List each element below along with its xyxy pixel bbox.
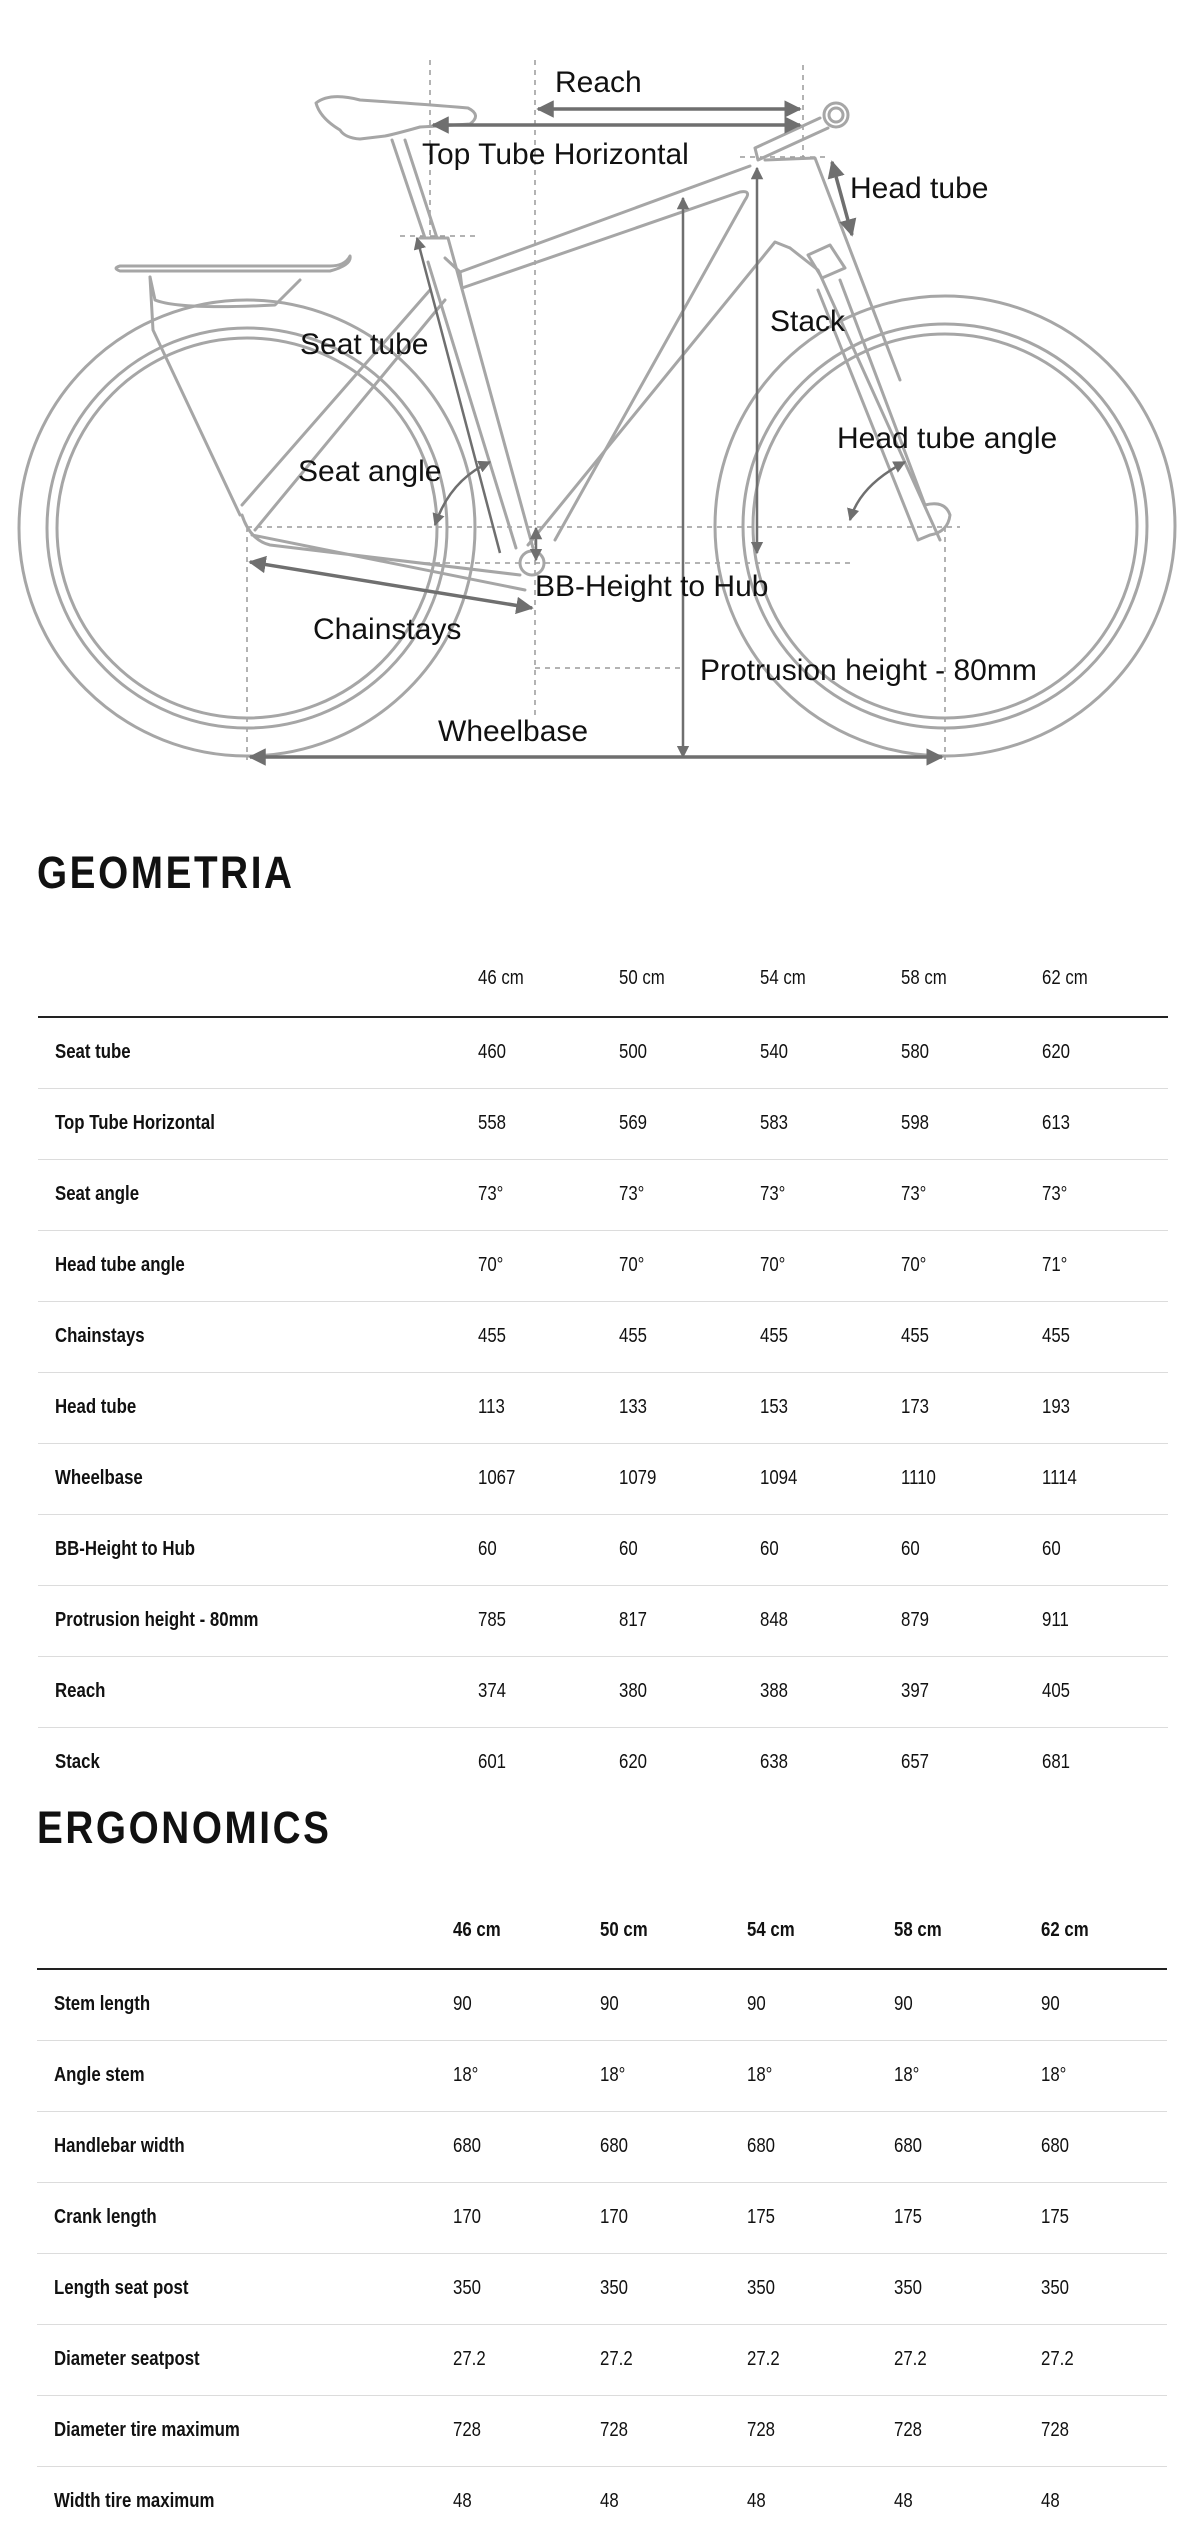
row-value: 18° <box>1041 2064 1067 2086</box>
row-value: 70° <box>760 1254 786 1276</box>
geometry-table <box>38 940 1168 1798</box>
row-value: 48 <box>1041 2490 1060 2513</box>
bike-geometry-diagram <box>0 0 1200 800</box>
row-label: Angle stem <box>54 2064 145 2086</box>
row-value: 48 <box>747 2490 766 2513</box>
row-value: 71° <box>1042 1254 1068 1276</box>
row-label: Handlebar width <box>54 2135 185 2157</box>
geometry-row <box>38 1585 1168 1656</box>
row-value: 558 <box>478 1112 507 1134</box>
row-value: 620 <box>619 1751 648 1774</box>
label-top-tube-horizontal: Top Tube Horizontal <box>422 138 689 171</box>
row-value: 540 <box>760 1041 789 1064</box>
row-value: 911 <box>1042 1609 1069 1631</box>
ergonomics-size-header: 46 cm <box>453 1918 501 1941</box>
row-value: 70° <box>478 1254 504 1276</box>
row-value: 1114 <box>1042 1467 1077 1489</box>
row-value: 350 <box>894 2277 923 2299</box>
row-value: 455 <box>619 1325 648 1347</box>
ergonomics-table <box>37 1892 1167 2537</box>
row-value: 879 <box>901 1609 930 1631</box>
row-label: Crank length <box>54 2206 157 2228</box>
row-value: 580 <box>901 1041 930 1064</box>
row-value: 18° <box>894 2064 920 2086</box>
row-value: 60 <box>619 1538 638 1560</box>
geometry-size-header: 50 cm <box>619 966 665 989</box>
row-value: 817 <box>619 1609 648 1631</box>
geometry-row <box>38 1088 1168 1159</box>
chainstay-arrow <box>250 562 532 608</box>
row-value: 388 <box>760 1680 789 1702</box>
row-value: 1094 <box>760 1467 798 1489</box>
row-value: 455 <box>901 1325 930 1347</box>
row-value: 27.2 <box>600 2348 633 2370</box>
row-value: 27.2 <box>747 2348 780 2370</box>
row-value: 680 <box>1041 2135 1070 2157</box>
row-label: Length seat post <box>54 2277 189 2299</box>
row-value: 90 <box>453 1993 472 2016</box>
row-value: 175 <box>1041 2206 1070 2228</box>
label-head-tube-angle: Head tube angle <box>837 422 1058 455</box>
row-value: 27.2 <box>894 2348 927 2370</box>
row-value: 680 <box>894 2135 923 2157</box>
row-label: Diameter tire maximum <box>54 2419 240 2441</box>
diagram-labels <box>298 66 1057 748</box>
row-value: 728 <box>600 2419 629 2441</box>
row-value: 90 <box>600 1993 619 2016</box>
row-value: 455 <box>760 1325 789 1347</box>
label-bb-height-to-hub: BB-Height to Hub <box>535 570 769 603</box>
label-head-tube: Head tube <box>850 172 989 205</box>
seat-tube-arrow <box>417 238 500 553</box>
geometry-size-header: 62 cm <box>1042 966 1088 989</box>
ergonomics-size-header: 54 cm <box>747 1918 795 1941</box>
row-value: 133 <box>619 1396 648 1418</box>
ergonomics-row <box>37 2040 1167 2111</box>
row-value: 728 <box>453 2419 482 2441</box>
geometry-row <box>38 1230 1168 1301</box>
row-value: 70° <box>901 1254 927 1276</box>
ergonomics-title: ERGONOMICS <box>37 1802 332 1853</box>
row-value: 60 <box>760 1538 779 1560</box>
row-value: 613 <box>1042 1112 1071 1134</box>
row-value: 350 <box>747 2277 776 2299</box>
ergonomics-row <box>37 1969 1167 2040</box>
head-tube-angle-arrow <box>850 462 905 520</box>
row-value: 680 <box>600 2135 629 2157</box>
row-value: 73° <box>619 1183 645 1205</box>
geometry-size-header: 46 cm <box>478 966 524 989</box>
row-value: 657 <box>901 1751 930 1774</box>
row-value: 90 <box>1041 1993 1060 2016</box>
row-value: 848 <box>760 1609 789 1631</box>
row-value: 175 <box>747 2206 776 2228</box>
geometry-row <box>38 1017 1168 1088</box>
label-seat-angle: Seat angle <box>298 455 442 488</box>
row-label: Head tube <box>55 1396 137 1418</box>
row-value: 638 <box>760 1751 789 1774</box>
row-value: 350 <box>453 2277 482 2299</box>
row-label: Chainstays <box>55 1325 145 1347</box>
head-tube-arrow <box>832 162 852 235</box>
row-value: 18° <box>453 2064 479 2086</box>
row-value: 27.2 <box>453 2348 486 2370</box>
row-value: 598 <box>901 1112 930 1134</box>
row-value: 380 <box>619 1680 648 1702</box>
row-value: 90 <box>894 1993 913 2016</box>
row-value: 170 <box>453 2206 482 2228</box>
row-label: Width tire maximum <box>54 2490 215 2513</box>
row-value: 153 <box>760 1396 789 1418</box>
row-value: 1067 <box>478 1467 516 1489</box>
row-value: 73° <box>760 1183 786 1205</box>
ergonomics-size-header: 62 cm <box>1041 1918 1089 1941</box>
row-label: Seat tube <box>55 1041 131 1064</box>
row-value: 374 <box>478 1680 507 1702</box>
row-label: Protrusion height - 80mm <box>55 1609 259 1631</box>
row-label: Top Tube Horizontal <box>55 1112 215 1134</box>
ergonomics-row <box>37 2395 1167 2466</box>
ergonomics-row <box>37 2324 1167 2395</box>
row-value: 60 <box>1042 1538 1061 1560</box>
row-value: 455 <box>1042 1325 1071 1347</box>
geometry-header-blank <box>38 940 478 1017</box>
row-value: 90 <box>747 1993 766 2016</box>
row-value: 405 <box>1042 1680 1071 1702</box>
label-chainstays: Chainstays <box>313 613 462 646</box>
geometry-title: GEOMETRIA <box>37 847 295 898</box>
row-value: 27.2 <box>1041 2348 1074 2370</box>
row-label: BB-Height to Hub <box>55 1538 195 1560</box>
geometry-row <box>38 1443 1168 1514</box>
row-label: Head tube angle <box>55 1254 185 1276</box>
row-value: 500 <box>619 1041 648 1064</box>
row-value: 1110 <box>901 1467 936 1489</box>
row-label: Wheelbase <box>55 1467 143 1489</box>
label-wheelbase: Wheelbase <box>438 715 589 748</box>
ergonomics-size-header: 58 cm <box>894 1918 942 1941</box>
geometry-row <box>38 1656 1168 1727</box>
ergonomics-row <box>37 2253 1167 2324</box>
ergonomics-size-header: 50 cm <box>600 1918 648 1941</box>
row-value: 397 <box>901 1680 930 1702</box>
geometry-row <box>38 1301 1168 1372</box>
geometry-size-header: 58 cm <box>901 966 947 989</box>
row-value: 728 <box>1041 2419 1070 2441</box>
row-value: 728 <box>747 2419 776 2441</box>
row-label: Stem length <box>54 1993 151 2016</box>
row-value: 785 <box>478 1609 507 1631</box>
row-value: 1079 <box>619 1467 657 1489</box>
row-value: 620 <box>1042 1041 1071 1064</box>
row-value: 48 <box>894 2490 913 2513</box>
row-value: 680 <box>747 2135 776 2157</box>
geometry-row <box>38 1514 1168 1585</box>
label-protrusion-height: Protrusion height - 80mm <box>700 654 1037 687</box>
geometry-row <box>38 1372 1168 1443</box>
label-stack: Stack <box>770 305 846 338</box>
row-value: 350 <box>600 2277 629 2299</box>
row-value: 460 <box>478 1041 507 1064</box>
row-value: 48 <box>600 2490 619 2513</box>
row-value: 60 <box>901 1538 920 1560</box>
row-value: 569 <box>619 1112 648 1134</box>
row-label: Reach <box>55 1680 106 1702</box>
row-label: Stack <box>55 1751 100 1774</box>
ergonomics-row <box>37 2466 1167 2537</box>
ergonomics-header-blank <box>37 1892 453 1969</box>
row-value: 680 <box>453 2135 482 2157</box>
row-value: 350 <box>1041 2277 1070 2299</box>
geometry-row <box>38 1159 1168 1230</box>
row-value: 113 <box>478 1396 505 1418</box>
row-value: 728 <box>894 2419 923 2441</box>
ergonomics-row <box>37 2182 1167 2253</box>
row-value: 173 <box>901 1396 930 1418</box>
row-value: 455 <box>478 1325 507 1347</box>
row-value: 175 <box>894 2206 923 2228</box>
row-value: 73° <box>478 1183 504 1205</box>
row-value: 18° <box>747 2064 773 2086</box>
row-label: Diameter seatpost <box>54 2348 200 2370</box>
geometry-header-row <box>38 940 1168 1017</box>
ergonomics-header-row <box>37 1892 1167 1969</box>
row-value: 70° <box>619 1254 645 1276</box>
geometry-row <box>38 1727 1168 1798</box>
row-value: 601 <box>478 1751 507 1774</box>
row-value: 73° <box>1042 1183 1068 1205</box>
row-value: 170 <box>600 2206 629 2228</box>
row-value: 681 <box>1042 1751 1071 1774</box>
ergonomics-row <box>37 2111 1167 2182</box>
row-value: 583 <box>760 1112 789 1134</box>
row-value: 48 <box>453 2490 472 2513</box>
row-value: 73° <box>901 1183 927 1205</box>
row-value: 193 <box>1042 1396 1071 1418</box>
row-label: Seat angle <box>55 1183 140 1205</box>
geometry-size-header: 54 cm <box>760 966 806 989</box>
label-reach: Reach <box>555 66 642 99</box>
row-value: 18° <box>600 2064 626 2086</box>
label-seat-tube: Seat tube <box>300 328 429 361</box>
row-value: 60 <box>478 1538 497 1560</box>
